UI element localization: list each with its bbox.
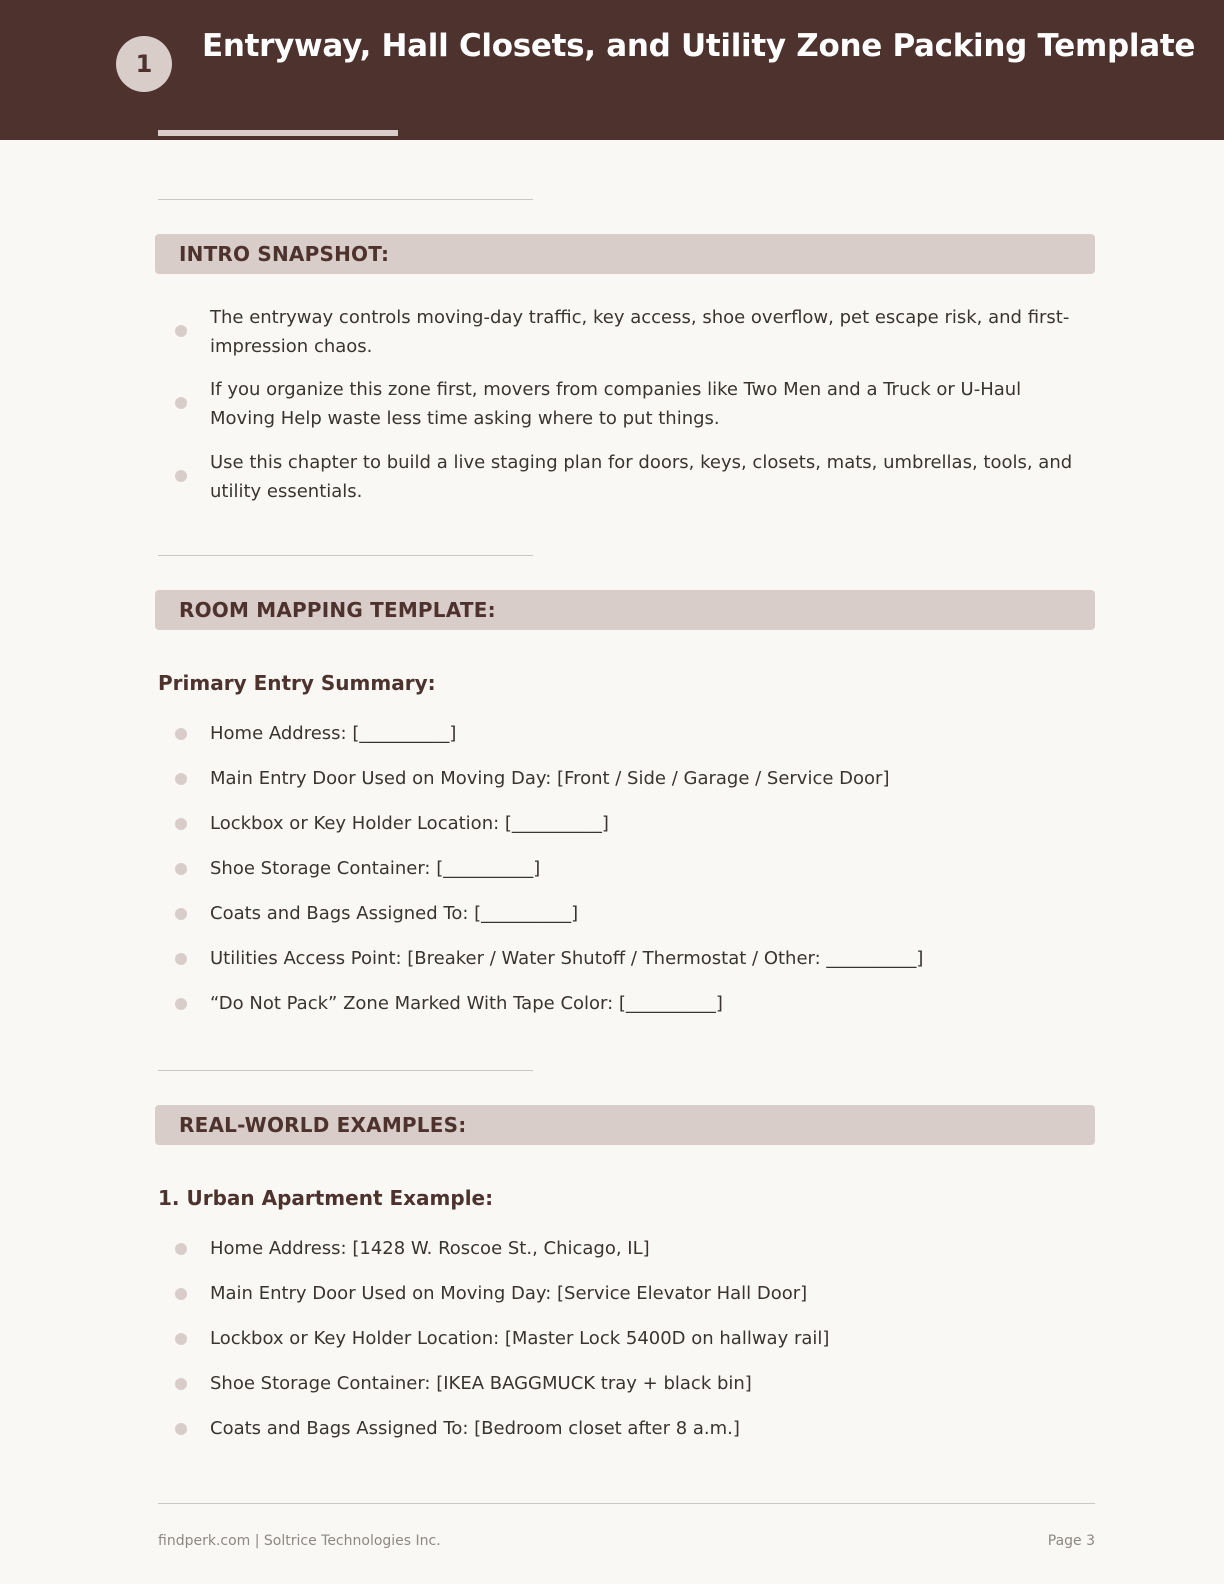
list-item-text: Lockbox or Key Holder Location: [Master Lock 5400D on hallway rail] bbox=[210, 1328, 830, 1349]
bullet-icon bbox=[175, 728, 187, 740]
footer-divider bbox=[158, 1503, 1095, 1504]
section-divider bbox=[158, 199, 533, 200]
subheading-urban-apartment: 1. Urban Apartment Example: bbox=[158, 1186, 494, 1210]
subheading-primary-entry: Primary Entry Summary: bbox=[158, 671, 436, 695]
list-item bbox=[0, 719, 1224, 749]
chapter-number-badge: 1 bbox=[116, 36, 172, 92]
bullet-icon bbox=[175, 1288, 187, 1300]
footer-source-text: findperk.com | Soltrice Technologies Inc. bbox=[158, 1533, 441, 1549]
list-item-text: Shoe Storage Container: [__________] bbox=[210, 858, 541, 879]
list-item-text: Home Address: [__________] bbox=[210, 723, 457, 744]
list-item-text: Lockbox or Key Holder Location: [__________] bbox=[210, 813, 609, 834]
section-divider bbox=[158, 555, 533, 556]
list-item bbox=[0, 809, 1224, 839]
list-item-text: “Do Not Pack” Zone Marked With Tape Color: [__________] bbox=[210, 993, 723, 1014]
list-item bbox=[0, 944, 1224, 974]
bullet-icon bbox=[175, 325, 187, 337]
list-item-text: Home Address: [1428 W. Roscoe St., Chicago, IL] bbox=[210, 1238, 650, 1259]
bullet-icon bbox=[175, 1243, 187, 1255]
list-item-text: The entryway controls moving-day traffic, key access, shoe overflow, pet escape risk, and first-impression chaos. bbox=[210, 307, 1070, 357]
list-item-text: Main Entry Door Used on Moving Day: [Service Elevator Hall Door] bbox=[210, 1283, 808, 1304]
bullet-icon bbox=[175, 908, 187, 920]
page-number: Page 3 bbox=[1047, 1533, 1095, 1549]
list-item bbox=[0, 989, 1224, 1019]
list-item bbox=[0, 1369, 1224, 1399]
bullet-icon bbox=[175, 1333, 187, 1345]
bullet-icon bbox=[175, 773, 187, 785]
list-item bbox=[0, 854, 1224, 884]
list-item-text: Utilities Access Point: [Breaker / Water Shutoff / Thermostat / Other: __________] bbox=[210, 948, 924, 969]
bullet-icon bbox=[175, 1378, 187, 1390]
bullet-icon bbox=[175, 397, 187, 409]
list-item-text: If you organize this zone first, movers from companies like Two Men and a Truck or U-Haul Moving Help waste less time asking where to put things. bbox=[210, 379, 1022, 429]
list-item bbox=[0, 899, 1224, 929]
bullet-icon bbox=[175, 1423, 187, 1435]
list-item-text: Coats and Bags Assigned To: [__________] bbox=[210, 903, 579, 924]
list-item bbox=[0, 303, 1224, 357]
list-item bbox=[0, 448, 1224, 502]
list-item-text: Main Entry Door Used on Moving Day: [Front / Side / Garage / Service Door] bbox=[210, 768, 890, 789]
bullet-icon bbox=[175, 863, 187, 875]
section-header-examples: REAL-WORLD EXAMPLES: bbox=[155, 1105, 1095, 1145]
page-title: Entryway, Hall Closets, and Utility Zone Packing Template bbox=[202, 28, 1196, 64]
list-item bbox=[0, 764, 1224, 794]
section-header-mapping: ROOM MAPPING TEMPLATE: bbox=[155, 590, 1095, 630]
bullet-icon bbox=[175, 953, 187, 965]
list-item bbox=[0, 1414, 1224, 1444]
list-item bbox=[0, 1324, 1224, 1354]
section-header-intro: INTRO SNAPSHOT: bbox=[155, 234, 1095, 274]
list-item bbox=[0, 1234, 1224, 1264]
bullet-icon bbox=[175, 998, 187, 1010]
page-header bbox=[0, 0, 1224, 140]
list-item bbox=[0, 1279, 1224, 1309]
list-item-text: Shoe Storage Container: [IKEA BAGGMUCK tray + black bin] bbox=[210, 1373, 752, 1394]
section-divider bbox=[158, 1070, 533, 1071]
title-underline bbox=[158, 130, 398, 136]
bullet-icon bbox=[175, 818, 187, 830]
list-item bbox=[0, 375, 1224, 429]
bullet-icon bbox=[175, 470, 187, 482]
list-item-text: Coats and Bags Assigned To: [Bedroom closet after 8 a.m.] bbox=[210, 1418, 740, 1439]
list-item-text: Use this chapter to build a live staging plan for doors, keys, closets, mats, umbrellas, tools, and utility essentials. bbox=[210, 452, 1073, 502]
